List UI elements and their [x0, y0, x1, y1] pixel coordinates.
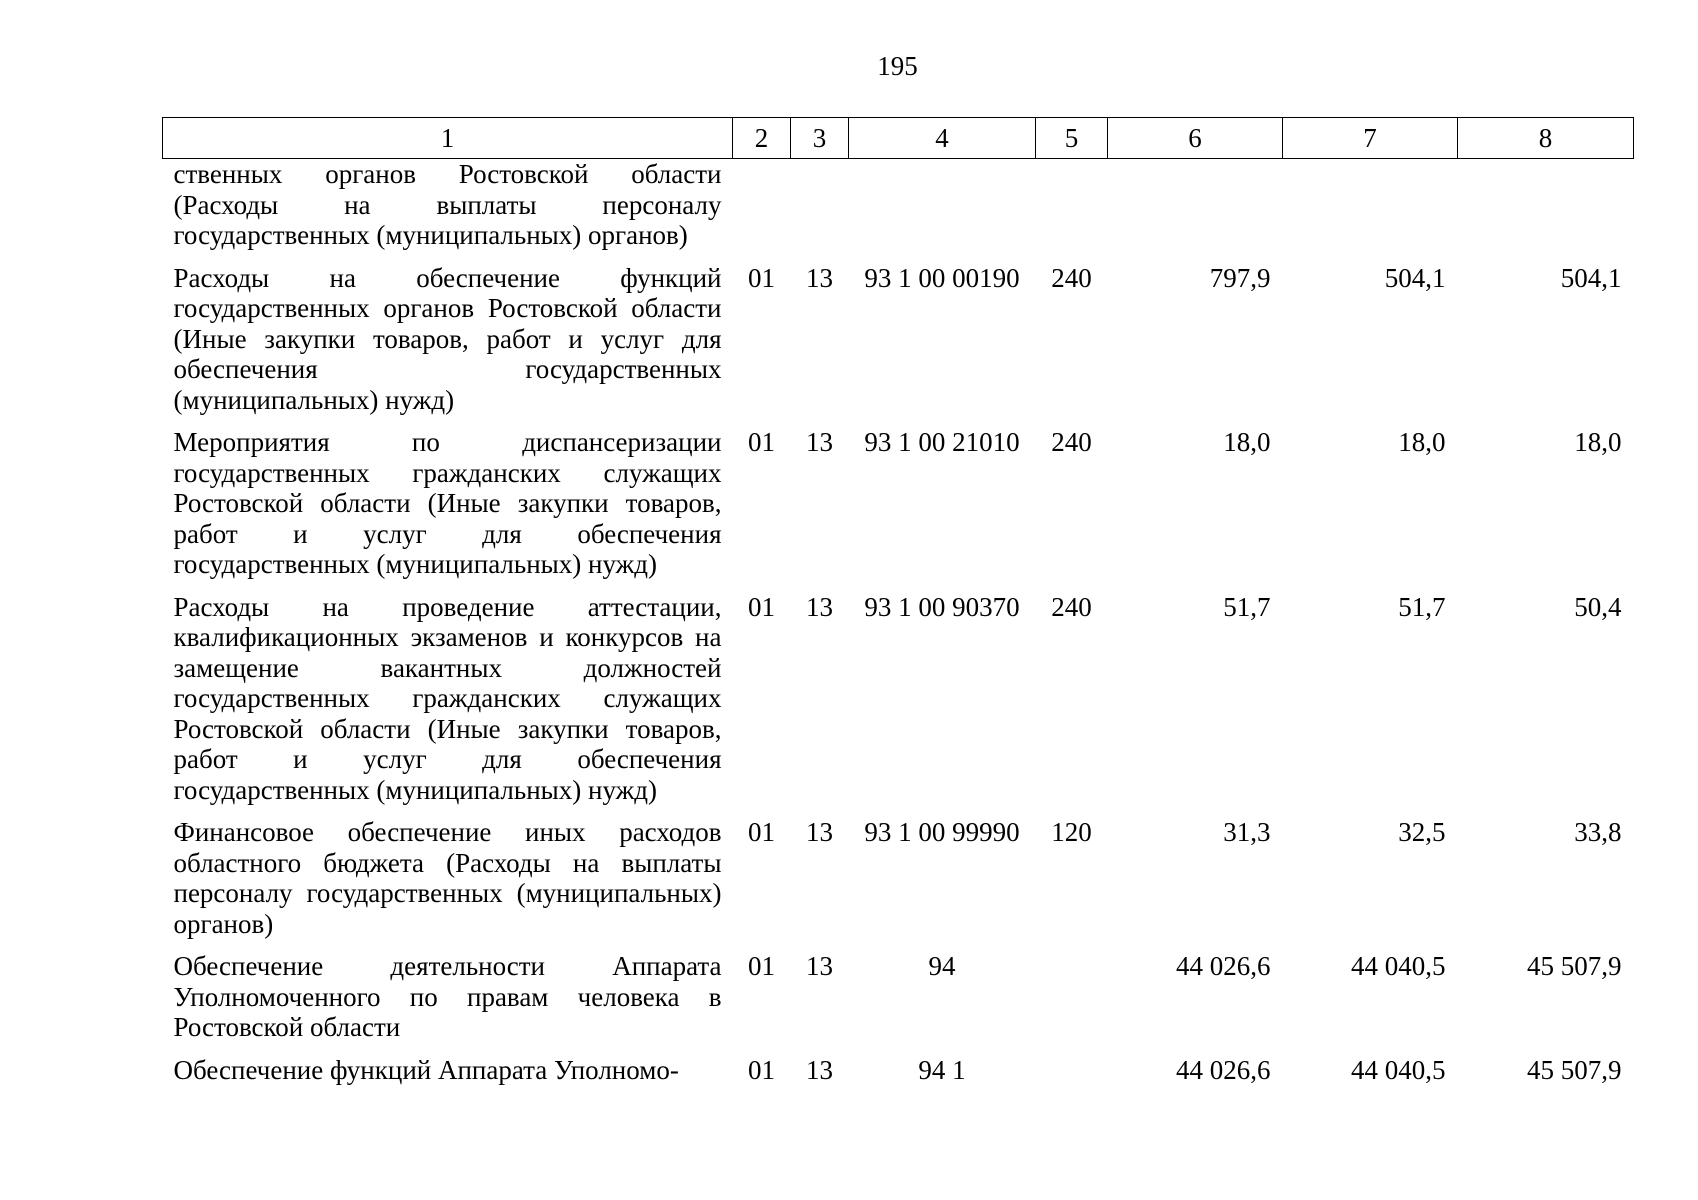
row-section [733, 159, 791, 263]
row-target-code: 94 [928, 951, 956, 981]
row-name: Расходы на обеспечение функций государственных органов Ростовской области (Иные закупки товаров, работ и услуг для обеспечения государственных (муниципальных) нужд) [173, 262, 722, 415]
row-subsection [791, 159, 849, 263]
column-header-6: 6 [1108, 118, 1283, 159]
row-value-col8 [1458, 159, 1634, 263]
row-value-col8: 45 507,9 [1527, 951, 1622, 981]
row-target-code: 93 1 00 21010 [864, 427, 1020, 457]
row-expense-type: 240 [1051, 427, 1092, 457]
row-target-code [849, 159, 1036, 263]
row-subsection: 13 [806, 427, 833, 457]
row-target-code: 93 1 00 99990 [864, 817, 1020, 847]
table-row [163, 263, 1634, 428]
page-number: 195 [877, 51, 918, 81]
row-value-col8: 50,4 [1574, 591, 1622, 622]
row-value-col7: 18,0 [1398, 427, 1446, 457]
row-subsection: 13 [806, 951, 833, 981]
table-body [163, 159, 1634, 1098]
row-expense-type [1036, 951, 1108, 1055]
row-target-code: 93 1 00 00190 [864, 262, 1020, 293]
row-value-col8: 33,8 [1574, 817, 1622, 847]
row-expense-type: 240 [1051, 262, 1092, 293]
row-expense-type: 240 [1051, 591, 1092, 622]
row-value-col6: 31,3 [1223, 817, 1271, 847]
row-target-code: 94 1 [918, 1054, 966, 1085]
column-header-1: 1 [163, 118, 733, 159]
row-section: 01 [748, 951, 775, 981]
column-header-5: 5 [1036, 118, 1108, 159]
row-name: ственных органов Ростовской области (Расходы на выплаты персоналу государственных (муниципальных) органов) [173, 159, 722, 250]
row-value-col7: 44 040,5 [1351, 951, 1446, 981]
row-value-col8: 504,1 [1560, 262, 1622, 293]
row-target-code: 93 1 00 90370 [864, 591, 1020, 622]
row-value-col8: 45 507,9 [1527, 1054, 1622, 1085]
row-subsection: 13 [806, 1054, 833, 1085]
column-header-2: 2 [733, 118, 791, 159]
table-header [163, 118, 1634, 159]
column-header-8: 8 [1458, 118, 1634, 159]
row-value-col6: 18,0 [1223, 427, 1271, 457]
row-expense-type [1036, 159, 1108, 263]
row-section: 01 [748, 427, 775, 457]
row-value-col7: 504,1 [1384, 262, 1446, 293]
column-header-4: 4 [849, 118, 1036, 159]
row-section: 01 [748, 817, 775, 847]
table-row [163, 817, 1634, 951]
row-value-col6 [1108, 159, 1283, 263]
row-section: 01 [748, 262, 775, 293]
column-header-3: 3 [791, 118, 849, 159]
table-row [163, 159, 1634, 263]
row-expense-type: 120 [1051, 817, 1092, 847]
row-subsection: 13 [806, 262, 833, 293]
row-expense-type [1036, 1055, 1108, 1098]
row-value-col6: 797,9 [1209, 262, 1271, 293]
row-name: Обеспечение деятельности Аппарата Уполномоченного по правам человека в Ростовской области [173, 951, 722, 1042]
row-subsection: 13 [806, 817, 833, 847]
row-name: Мероприятия по диспансеризации государственных гражданских служащих Ростовской области (Иные закупки товаров, работ и услуг для обеспечения государственных (муниципальных) нужд) [173, 427, 722, 579]
row-name: Финансовое обеспечение иных расходов областного бюджета (Расходы на выплаты персоналу государственных (муниципальных) органов) [173, 817, 722, 939]
row-value-col7: 44 040,5 [1351, 1054, 1446, 1085]
table-row [163, 951, 1634, 1055]
header-row [163, 118, 1634, 159]
row-name: Расходы на проведение аттестации, квалификационных экзаменов и конкурсов на замещение вакантных должностей государственных гражданских служащих Ростовской области (Иные закупки товаров, работ и услуг для обеспечения государственных (муниципальных) нужд) [173, 591, 722, 805]
row-value-col7: 51,7 [1398, 591, 1446, 622]
row-value-col8: 18,0 [1574, 427, 1622, 457]
row-section: 01 [748, 591, 775, 622]
table-row [163, 1055, 1634, 1098]
row-value-col6: 44 026,6 [1176, 951, 1271, 981]
table-row [163, 427, 1634, 592]
budget-table [162, 117, 1634, 1097]
row-section: 01 [748, 1054, 775, 1085]
row-value-col6: 44 026,6 [1176, 1054, 1271, 1085]
column-header-7: 7 [1283, 118, 1458, 159]
row-value-col7: 32,5 [1398, 817, 1446, 847]
row-value-col7 [1283, 159, 1458, 263]
row-name: Обеспечение функций Аппарата Уполномо- [173, 1054, 679, 1085]
row-value-col6: 51,7 [1223, 591, 1271, 622]
table-row [163, 592, 1634, 818]
row-subsection: 13 [806, 591, 833, 622]
